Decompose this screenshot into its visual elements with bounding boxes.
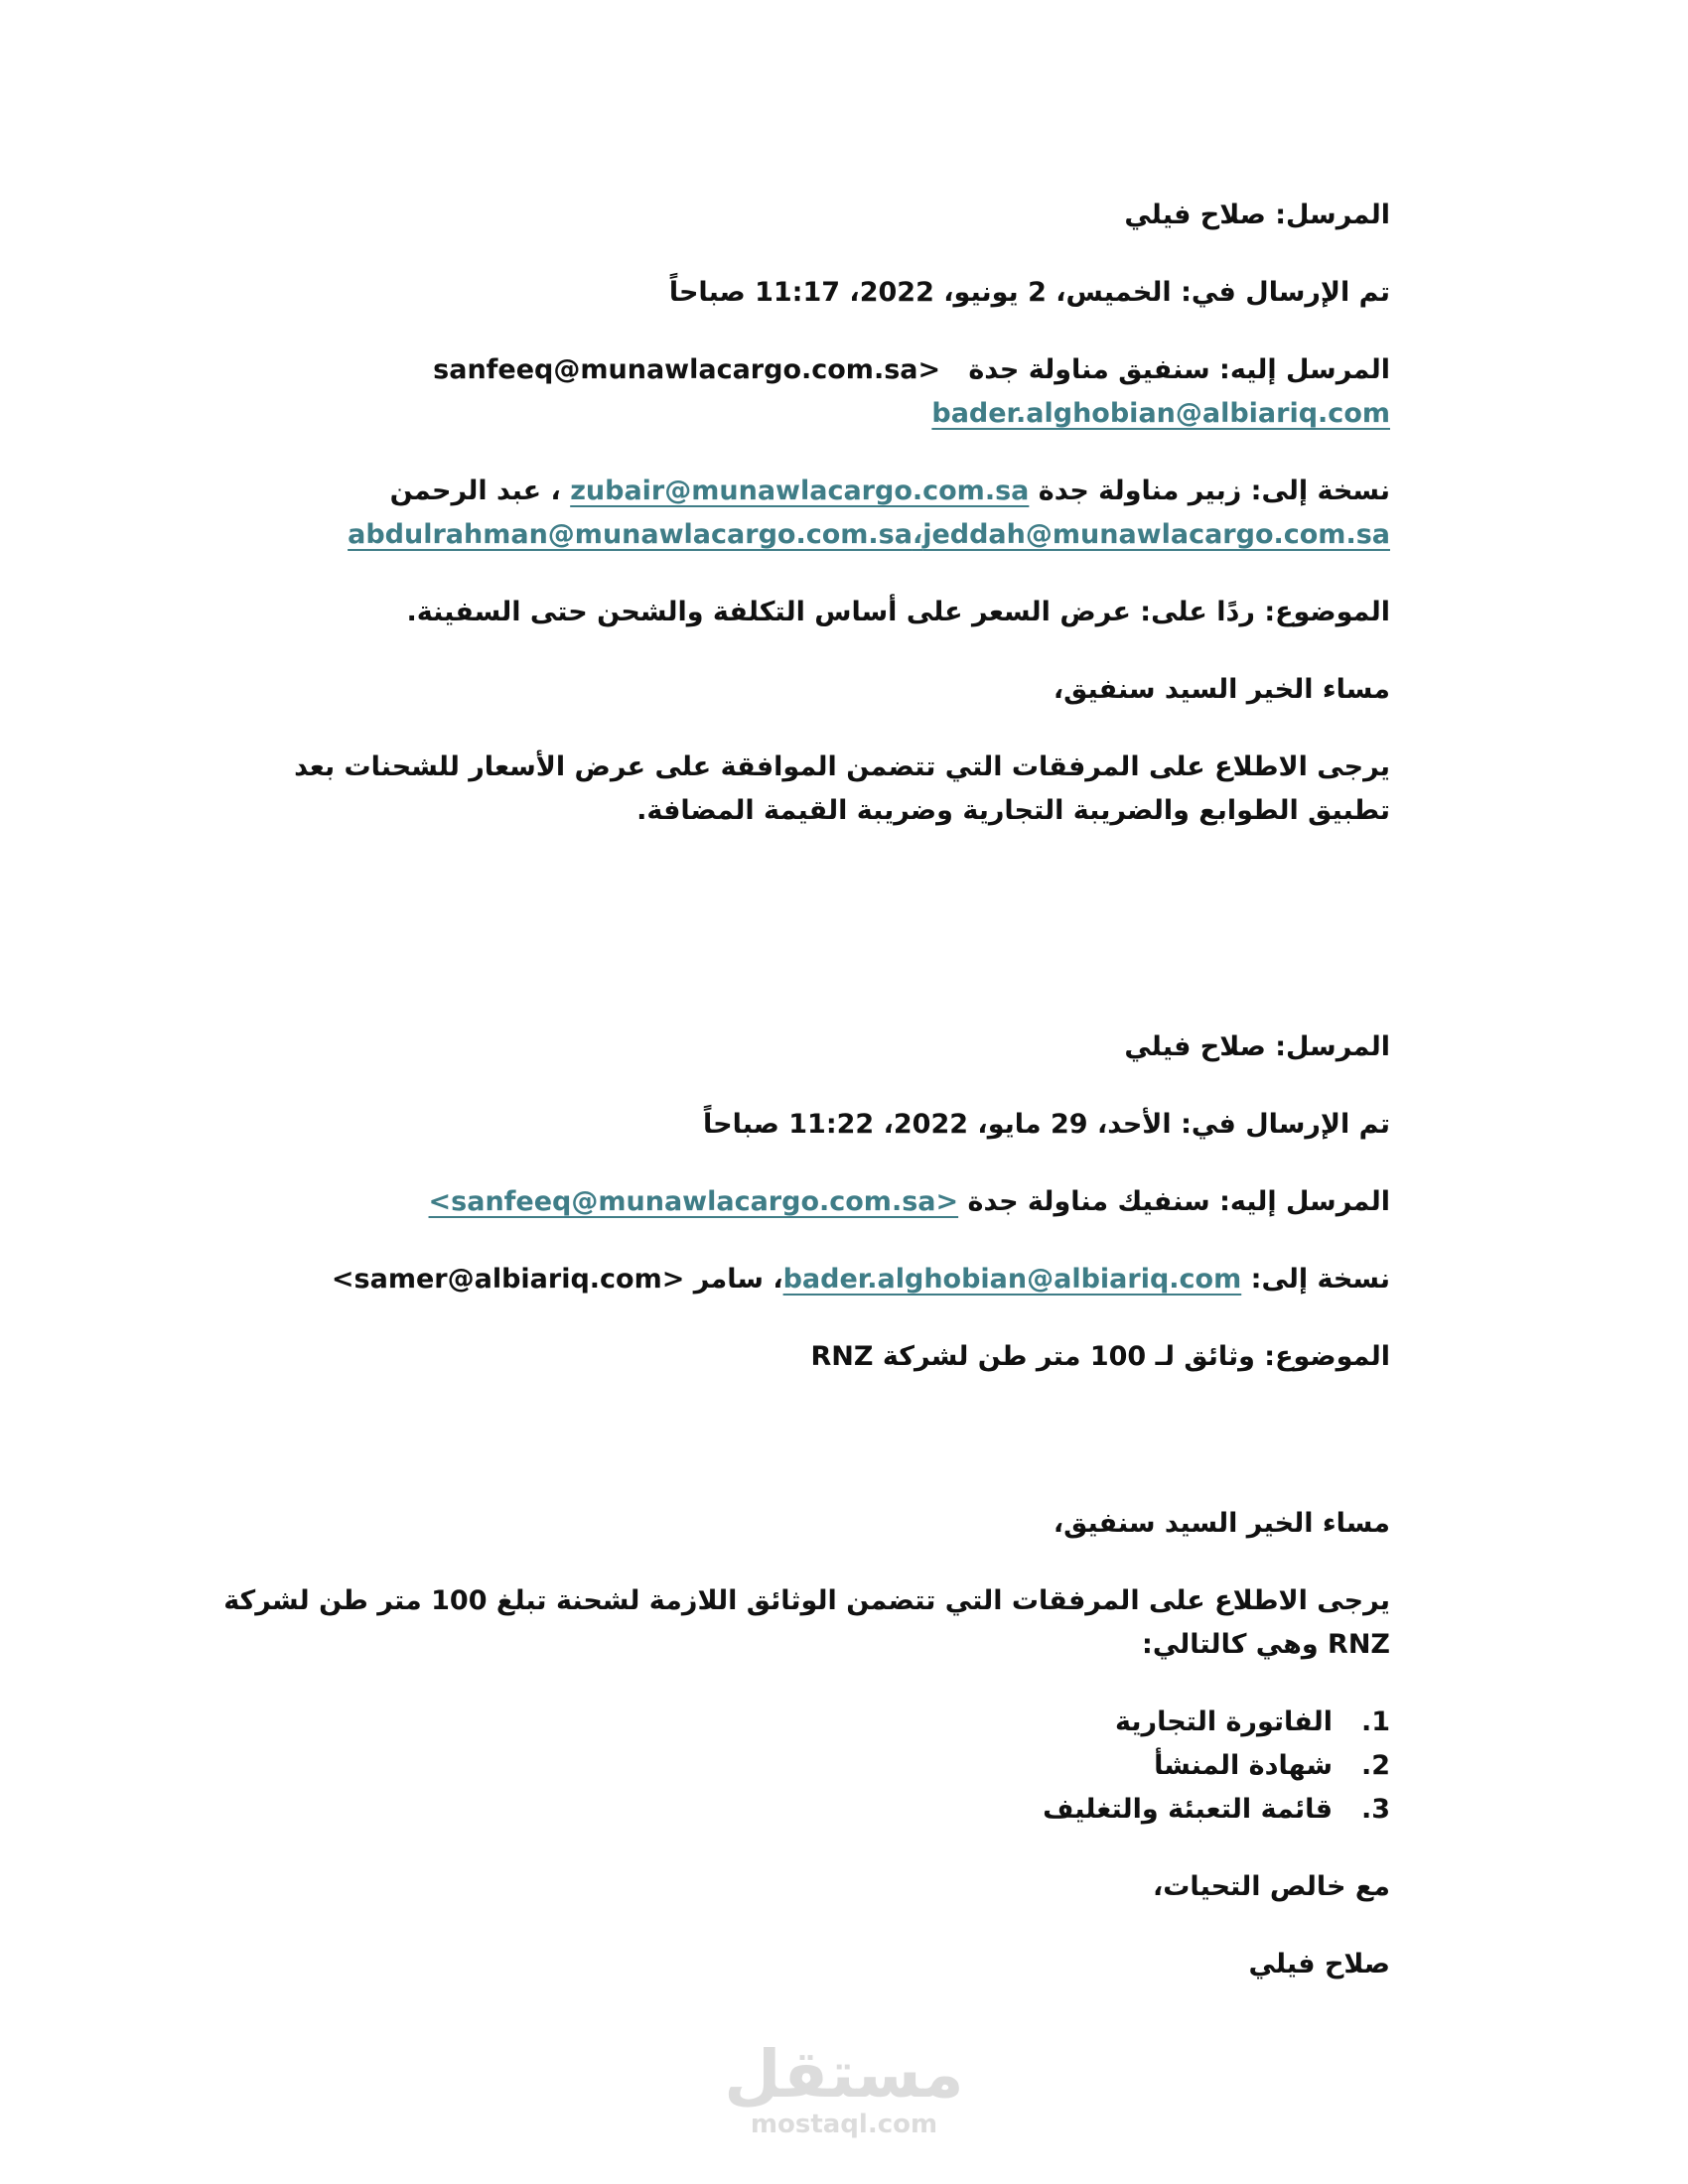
to-label: المرسل إليه: سنفيك مناولة جدة xyxy=(967,1186,1390,1217)
cc-email-link-1[interactable]: bader.alghobian@albiariq.com xyxy=(782,1264,1242,1295)
closing: مع خالص التحيات، xyxy=(1153,1871,1390,1902)
list-item-text: قائمة التعبئة والتغليف xyxy=(1043,1794,1333,1825)
to-line xyxy=(223,1180,1390,1224)
sent-line: تم الإرسال في: الخميس، 2 يونيو، 2022، 11:17 صباحاً xyxy=(668,277,1390,308)
watermark-arabic: مستقل xyxy=(724,2036,964,2113)
document xyxy=(223,194,1390,2020)
to-email-link[interactable]: bader.alghobian@albiariq.com xyxy=(931,398,1390,429)
to-line: المرسل إليه: سنفيق مناولة جدة <sanfeeq@munawlacargo.com.sa bader.alghobian@albiariq.com xyxy=(433,354,1390,429)
greeting: مساء الخير السيد سنفيق، xyxy=(1053,674,1390,705)
cc-label: نسخة إلى: زبير مناولة جدة xyxy=(1038,476,1390,506)
subject-line: الموضوع: ردًا على: عرض السعر على أساس التكلفة والشحن حتى السفينة. xyxy=(406,597,1390,627)
cc-email-link-3[interactable]: jeddah@munawlacargo.com.sa xyxy=(922,519,1390,550)
list-item xyxy=(223,1788,1390,1832)
list-item-text: شهادة المنشأ xyxy=(1154,1750,1333,1781)
email-message-1 xyxy=(223,194,1390,833)
cc-email-2: <samer@albiariq.com> xyxy=(331,1264,685,1295)
list-item-number: 2. xyxy=(1360,1750,1390,1781)
body-text: يرجى الاطلاع على المرفقات التي تتضمن الوثائق اللازمة لشحنة تبلغ 100 متر طن لشركة RNZ وهي كالتالي: xyxy=(223,1585,1390,1660)
watermark-logo xyxy=(0,2036,1688,2139)
email-message-2 xyxy=(223,1025,1390,1986)
list-item-number: 1. xyxy=(1360,1706,1390,1737)
subject-line: الموضوع: وثائق لـ 100 متر طن لشركة RNZ xyxy=(810,1341,1390,1372)
cc-name-2: ، سامر xyxy=(693,1264,783,1295)
cc-email-link-1[interactable]: zubair@munawlacargo.com.sa xyxy=(570,476,1030,506)
cc-label: نسخة إلى: xyxy=(1250,1264,1390,1295)
to-email: sanfeeq@munawlacargo.com.sa xyxy=(433,354,918,385)
to-email-link[interactable]: <sanfeeq@munawlacargo.com.sa> xyxy=(428,1186,959,1217)
cc-line: نسخة إلى: زبير مناولة جدة zubair@munawlacargo.com.sa ، عبد الرحمن abdulrahman@munawlacargo.com.sa،jeddah@munawlacargo.com.sa xyxy=(348,476,1390,550)
list-item xyxy=(223,1701,1390,1744)
from-line: المرسل: صلاح فيلي xyxy=(1124,200,1390,230)
greeting: مساء الخير السيد سنفيق، xyxy=(1053,1508,1390,1539)
signature: صلاح فيلي xyxy=(1248,1949,1390,1979)
cc-email-link-2[interactable]: abdulrahman@munawlacargo.com.sa xyxy=(348,519,913,550)
cc-name-2: ، عبد الرحمن xyxy=(389,476,561,506)
documents-list xyxy=(223,1701,1390,1832)
list-item-text: الفاتورة التجارية xyxy=(1115,1706,1333,1737)
list-item-number: 3. xyxy=(1360,1794,1390,1825)
body-text: يرجى الاطلاع على المرفقات التي تتضمن الموافقة على عرض الأسعار للشحنات بعد تطبيق الطوابع والضريبة التجارية وضريبة القيمة المضافة. xyxy=(294,751,1390,826)
watermark-latin: mostaql.com xyxy=(750,2110,938,2139)
from-line: المرسل: صلاح فيلي xyxy=(1124,1031,1390,1062)
to-label: المرسل إليه: سنفيق مناولة جدة xyxy=(968,354,1390,385)
cc-line xyxy=(223,1258,1390,1301)
sent-line: تم الإرسال في: الأحد، 29 مايو، 2022، 11:22 صباحاً xyxy=(703,1109,1390,1140)
list-item xyxy=(223,1744,1390,1788)
